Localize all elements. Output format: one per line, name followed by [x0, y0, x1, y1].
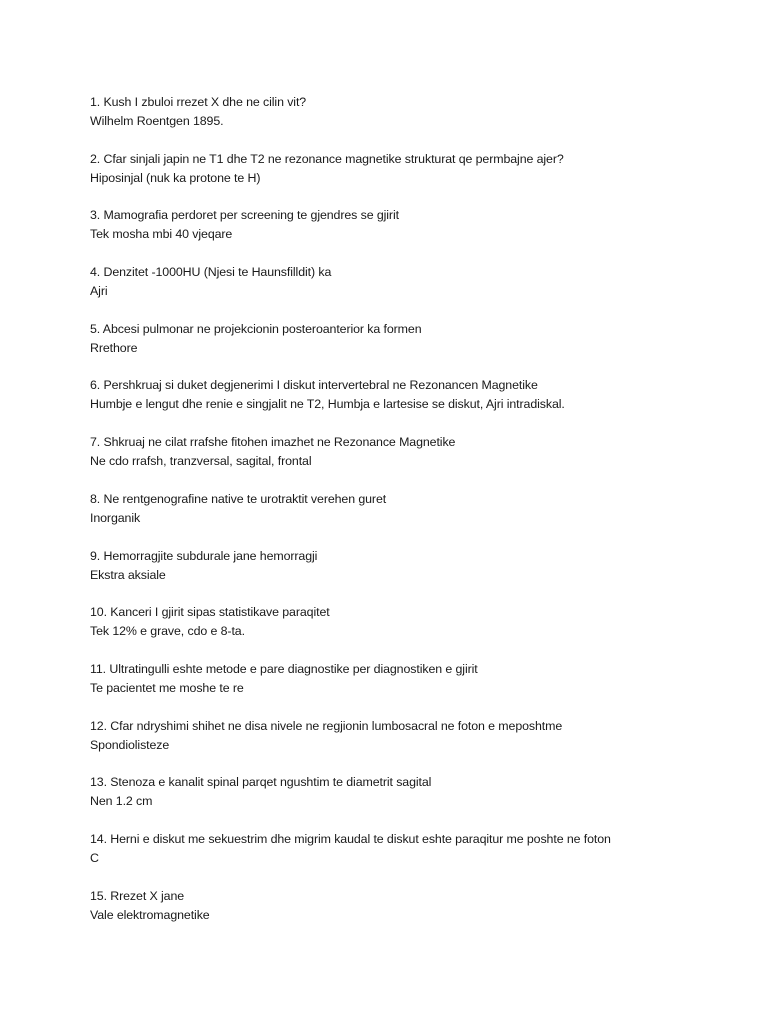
list-item	[90, 830, 750, 887]
list-item	[90, 490, 750, 547]
answer-text: Te pacientet me moshe te re	[90, 680, 244, 695]
answer-text: Humbje e lengut dhe renie e singjalit ne T2, Humbja e lartesise se diskut, Ajri intradiskal.	[90, 397, 565, 412]
answer-text: Ekstra aksiale	[90, 567, 166, 582]
question-text: 3. Mamografia perdoret per screening te gjendres se gjirit	[90, 208, 399, 223]
question-text: 1. Kush I zbuloi rrezet X dhe ne cilin vit?	[90, 95, 307, 109]
question-text: 2. Cfar sinjali japin ne T1 dhe T2 ne rezonance magnetike strukturat qe permbajne ajer?	[90, 151, 564, 166]
answer-text: Ne cdo rrafsh, tranzversal, sagital, frontal	[90, 454, 312, 469]
question-text: 12. Cfar ndryshimi shihet ne disa nivele ne regjionin lumbosacral ne foton e meposhtme	[90, 718, 563, 733]
answer-text: Tek 12% e grave, cdo e 8-ta.	[90, 624, 245, 639]
question-text: 11. Ultratingulli eshte metode e pare diagnostike per diagnostiken e gjirit	[90, 661, 478, 676]
question-text: 6. Pershkruaj si duket degjenerimi I diskut intervertebral ne Rezonancen Magnetike	[90, 378, 538, 393]
question-text: 13. Stenoza e kanalit spinal parqet ngushtim te diametrit sagital	[90, 775, 432, 790]
answer-text: Vale elektromagnetike	[90, 907, 210, 922]
answer-text: Rrethore	[90, 340, 138, 355]
list-item	[90, 150, 750, 207]
list-item	[90, 206, 750, 263]
answer-text: Inorganik	[90, 510, 141, 525]
question-text: 8. Ne rentgenografine native te urotraktit verehen guret	[90, 491, 387, 506]
question-list	[90, 93, 750, 943]
list-item	[90, 376, 750, 433]
list-item	[90, 263, 750, 320]
question-text: 10. Kanceri I gjirit sipas statistikave paraqitet	[90, 605, 330, 620]
list-item	[90, 660, 750, 717]
list-item	[90, 773, 750, 830]
answer-text: Hiposinjal (nuk ka protone te H)	[90, 170, 261, 185]
list-item	[90, 717, 750, 774]
question-text: 15. Rrezet X jane	[90, 888, 185, 903]
answer-text: Nen 1.2 cm	[90, 794, 153, 809]
answer-text: C	[90, 850, 99, 865]
question-text: 9. Hemorragjite subdurale jane hemorragji	[90, 548, 318, 563]
answer-text: Ajri	[90, 284, 108, 299]
list-item	[90, 320, 750, 377]
list-item	[90, 547, 750, 604]
list-item	[90, 93, 750, 150]
answer-text: Wilhelm Roentgen 1895.	[90, 114, 224, 128]
question-text: 5. Abcesi pulmonar ne projekcionin posteroanterior ka formen	[90, 321, 422, 336]
answer-text: Spondiolisteze	[90, 737, 170, 752]
answer-text: Tek mosha mbi 40 vjeqare	[90, 227, 233, 242]
question-text: 4. Denzitet -1000HU (Njesi te Haunsfilldit) ka	[90, 265, 332, 280]
question-text: 7. Shkruaj ne cilat rrafshe fitohen imazhet ne Rezonance Magnetike	[90, 435, 456, 450]
list-item	[90, 433, 750, 490]
list-item	[90, 603, 750, 660]
list-item	[90, 887, 750, 944]
question-text: 14. Herni e diskut me sekuestrim dhe migrim kaudal te diskut eshte paraqitur me poshte ne foton	[90, 831, 611, 846]
